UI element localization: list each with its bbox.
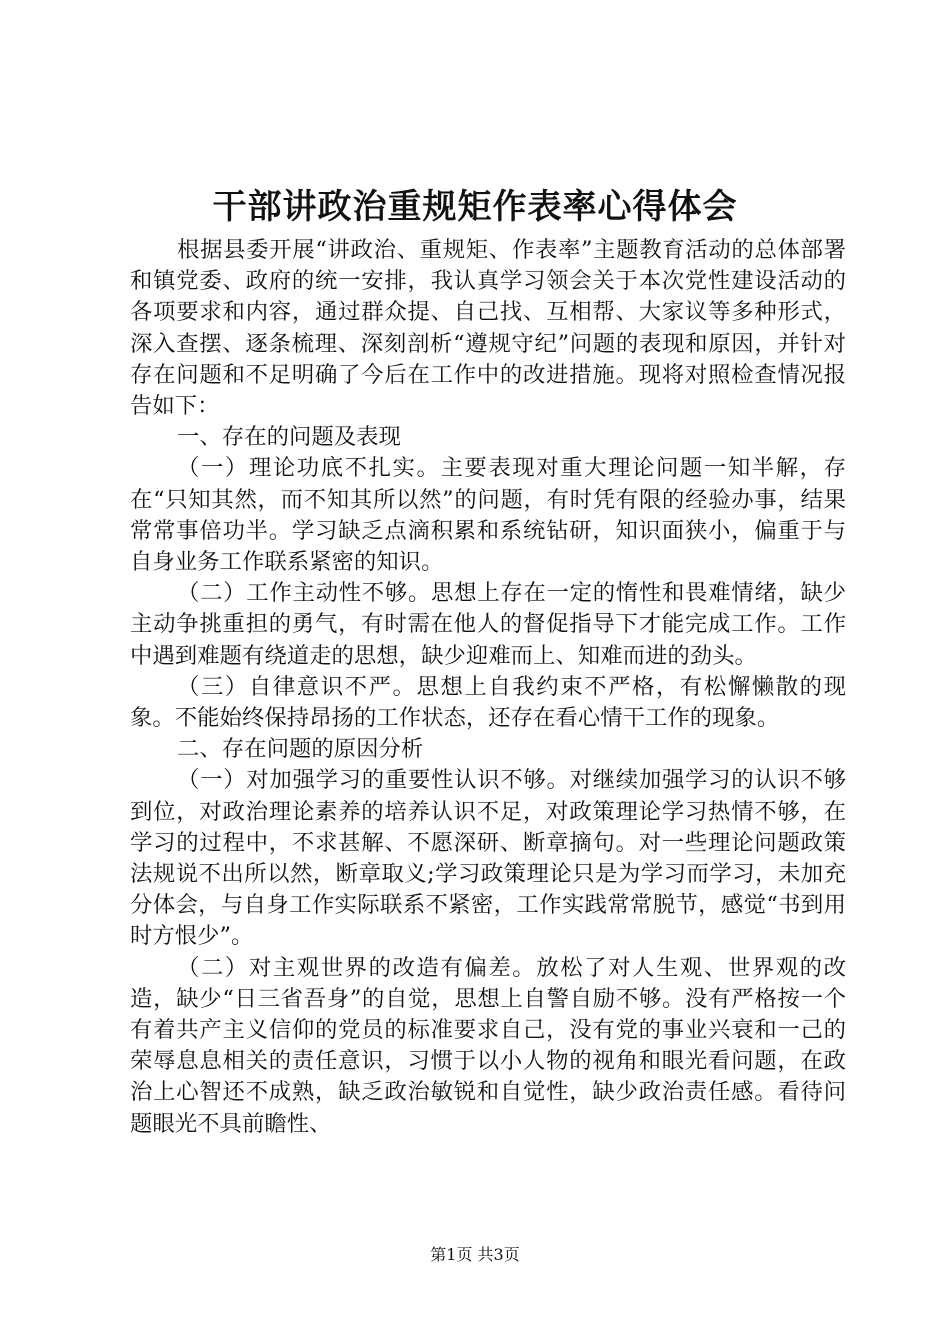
cause-paragraph-1: （一）对加强学习的重要性认识不够。对继续加强学习的认识不够到位，对政治理论素养的培养认识不足，对政策理论学习热情不够，在学习的过程中，不求甚解、不愿深研、断章摘句。对一些理论问题政策法规说不出所以然，断章取义;学习政策理论只是为学习而学习，未加充分体会，与自身工作实际联系不紧密，工作实践常常脱节，感觉“书到用时方恨少”。 — [130, 767, 846, 950]
problem-paragraph-2: （二）工作主动性不够。思想上存在一定的惰性和畏难情绪，缺少主动争挑重担的勇气，有时需在他人的督促指导下才能完成工作。工作中遇到难题有绕道走的思想，缺少迎难而上、知难而进的劲头。 — [130, 580, 846, 669]
section-heading-causes: 二、存在问题的原因分析 — [177, 736, 424, 763]
page-footer: 第1页 共3页 — [430, 1245, 520, 1264]
document-title: 干部讲政治重规矩作表率心得体会 — [212, 187, 738, 227]
section-heading-problems: 一、存在的问题及表现 — [177, 424, 401, 451]
problem-paragraph-3: （三）自律意识不严。思想上自我约束不严格，有松懈懒散的现象。不能始终保持昂扬的工作状态，还存在看心情干工作的现象。 — [130, 673, 846, 732]
problem-paragraph-1: （一）理论功底不扎实。主要表现对重大理论问题一知半解，存在“只知其然，而不知其所以然”的问题，有时凭有限的经验办事，结果常常事倍功半。学习缺乏点滴积累和系统钻研，知识面狭小，偏重于与自身业务工作联系紧密的知识。 — [130, 455, 846, 576]
intro-paragraph: 根据县委开展“讲政治、重规矩、作表率”主题教育活动的总体部署和镇党委、政府的统一安排，我认真学习领会关于本次党性建设活动的各项要求和内容，通过群众提、自己找、互相帮、大家议等多种形式，深入查摆、逐条梳理、深刻剖析“遵规守纪”问题的表现和原因，并针对存在问题和不足明确了今后在工作中的改进措施。现将对照检查情况报告如下： — [130, 237, 846, 420]
document-body — [130, 235, 846, 1140]
cause-paragraph-2: （二）对主观世界的改造有偏差。放松了对人生观、世界观的改造，缺少“日三省吾身”的自觉，思想上自警自励不够。没有严格按一个有着共产主义信仰的党员的标准要求自己，没有党的事业兴衰和一己的荣辱息息相关的责任意识，习惯于以小人物的视角和眼光看问题，在政治上心智还不成熟，缺乏政治敏锐和自觉性，缺少政治责任感。看待问题眼光不具前瞻性、 — [130, 954, 846, 1137]
